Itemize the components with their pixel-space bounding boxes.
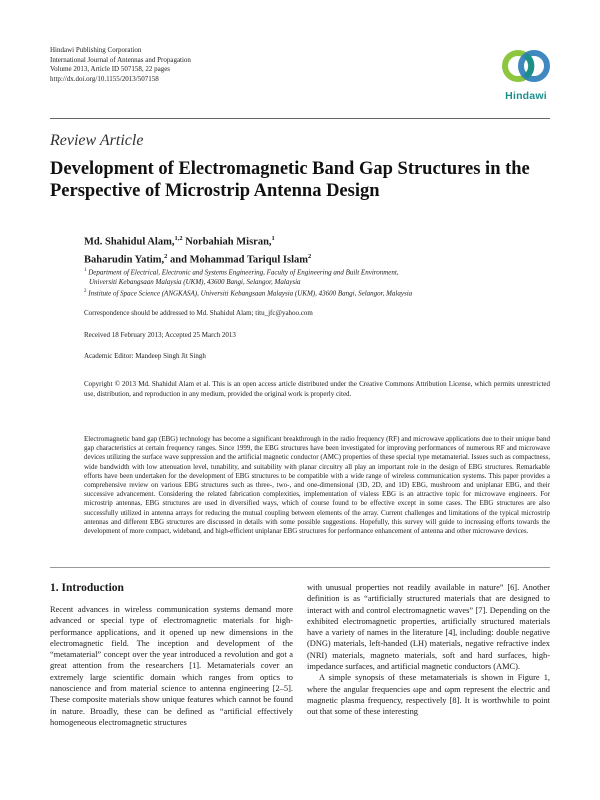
author-name: Baharudin Yatim, [84, 254, 165, 265]
affiliations [84, 266, 554, 299]
author-name: Norbahiah Misran, [182, 236, 272, 248]
body-paragraph: with unusual properties not readily available in nature” [6]. Another definition is as “artificially structured materials that are designed to interact with and control electromagnetic waves” [7]. Depending on the exhibited electromagnetic properties, artificially structured materials have a variety of names in the literature [4], including: double negative (DNG) materials, left-handed (LH) materials, negative refractive index (NRI) materials, magneto materials, soft and hard surfaces, high-impedance surfaces, and artificial magnetic conductors (AMC). [307, 583, 550, 672]
author-affiliation-mark: 1,2 [174, 235, 183, 242]
author-affiliation-mark: 2 [308, 252, 312, 260]
section-heading: 1. Introduction [50, 582, 124, 594]
body-paragraph: Recent advances in wireless communication systems demand more advanced or special type of electromagnetic materials for high-performance applications, and it opened up new dimensions in the electromagnetic field. The inception and development of the “metamaterial” concept over the year introduced a revolution and got a great attention from the researchers [1]. Metamaterials cover an extremely large scientific domain which ranges from optics to nanoscience and from material science to antenna engineering [2–5]. These composite materials show unique features which cannot be found in nature. Broadly, these can be defined as “artificial effectively homogeneous electromagnetic structures [50, 605, 293, 727]
hindawi-logo-icon [498, 44, 554, 88]
copyright-notice: Copyright © 2013 Md. Shahidul Alam et al. This is an open access article distributed under the Creative Commons Attribution License, which permits unrestricted use, distribution, and reproduction in any medium, provided the original work is properly cited. [84, 380, 550, 398]
author-affiliation-mark: 1 [271, 235, 275, 242]
author-list [84, 232, 311, 267]
body-column-left [50, 604, 293, 728]
affiliation-line: $^2$ Institute of Space Science (ANGKASA), Universiti Kebangsaan Malaysia (UKM), 43600 Bangi, Selangor, Malaysia [84, 289, 413, 298]
volume-info: Volume 2013, Article ID 507158, 22 pages [50, 65, 171, 73]
correspondence: Correspondence should be addressed to Md. Shahidul Alam; titu_jfc@yahoo.com [84, 309, 313, 317]
author-name: Md. Shahidul Alam, [84, 236, 175, 248]
article-type: Review Article [50, 132, 144, 149]
header-divider [50, 118, 550, 119]
hindawi-logo-text: Hindawi [505, 90, 547, 102]
hindawi-logo [498, 44, 554, 104]
abstract-divider [50, 567, 550, 568]
publisher-name: Hindawi Publishing Corporation [50, 46, 142, 54]
article-title: Development of Electromagnetic Band Gap Structures in the Perspective of Microstrip Antenna Design [50, 159, 530, 201]
author-affiliation-mark: 2 [164, 252, 168, 260]
affiliation-line: $^1$ Department of Electrical, Electronic and Systems Engineering, Faculty of Engineering and Built Environment, [84, 268, 399, 277]
abstract: Electromagnetic band gap (EBG) technology has become a significant breakthrough in the radio frequency (RF) and microwave applications due to their unique band gap characteristics at certain frequency ranges. Since 1999, the EBG structures have been investigated for improving performances of numerous RF and microwave devices utilizing the surface wave suppression and the artificial magnetic conductor (AMC) properties of these special type metamaterial. Issues such as compactness, wide bandwidth with low attenuation level, tunability, and suitability with planar circuitry all play an important role in the design of EBG structures. Remarkable efforts have been undertaken for the development of EBG structures to be compatible with a wide range of wireless communication systems. This paper provides a comprehensive review on various EBG structures such as three-, two-, and one-dimensional (3D, 2D, and 1D) EBG, mushroom and uniplanar EBG, and their successive advancement. Considering the related fabrication complexities, implementation of vialess EBG is an attractive topic for microwave engineers. For microstrip antennas, EBG structures are used in diversified ways, which of course found to be effective except in some cases. The EBG structures are also successfully utilized in antenna arrays for reducing the mutual coupling between elements of the array. Current challenges and limitations of the typical microstrip antennas and different EBG structures are discussed in details with some possible suggestions. Hopefully, this survey will guide to increasing efforts towards the development of more compact, wideband, and high-efficient uniplanar EBG structures for performance enhancement of antenna and other microwave devices. [84, 435, 550, 536]
journal-header [50, 46, 191, 84]
academic-editor: Academic Editor: Mandeep Singh Jit Singh [84, 352, 206, 360]
author-name: and Mohammad Tariqul Islam [167, 254, 309, 265]
body-column-right [307, 582, 550, 718]
journal-name: International Journal of Antennas and Propagation [50, 55, 191, 64]
body-paragraph: A simple synopsis of these metamaterials is shown in Figure 1, where the angular frequencies ωpe and ωpm represent the electric and magnetic plasma frequency, respectively [8]. It is worthwhile to point out that some of these interesting [307, 673, 550, 717]
doi-link[interactable]: http://dx.doi.org/10.1155/2013/507158 [50, 74, 159, 83]
received-accepted-dates: Received 18 February 2013; Accepted 25 March 2013 [84, 331, 236, 339]
affiliation-line: Universiti Kebangsaan Malaysia (UKM), 43600 Bangi, Selangor, Malaysia [89, 277, 301, 286]
